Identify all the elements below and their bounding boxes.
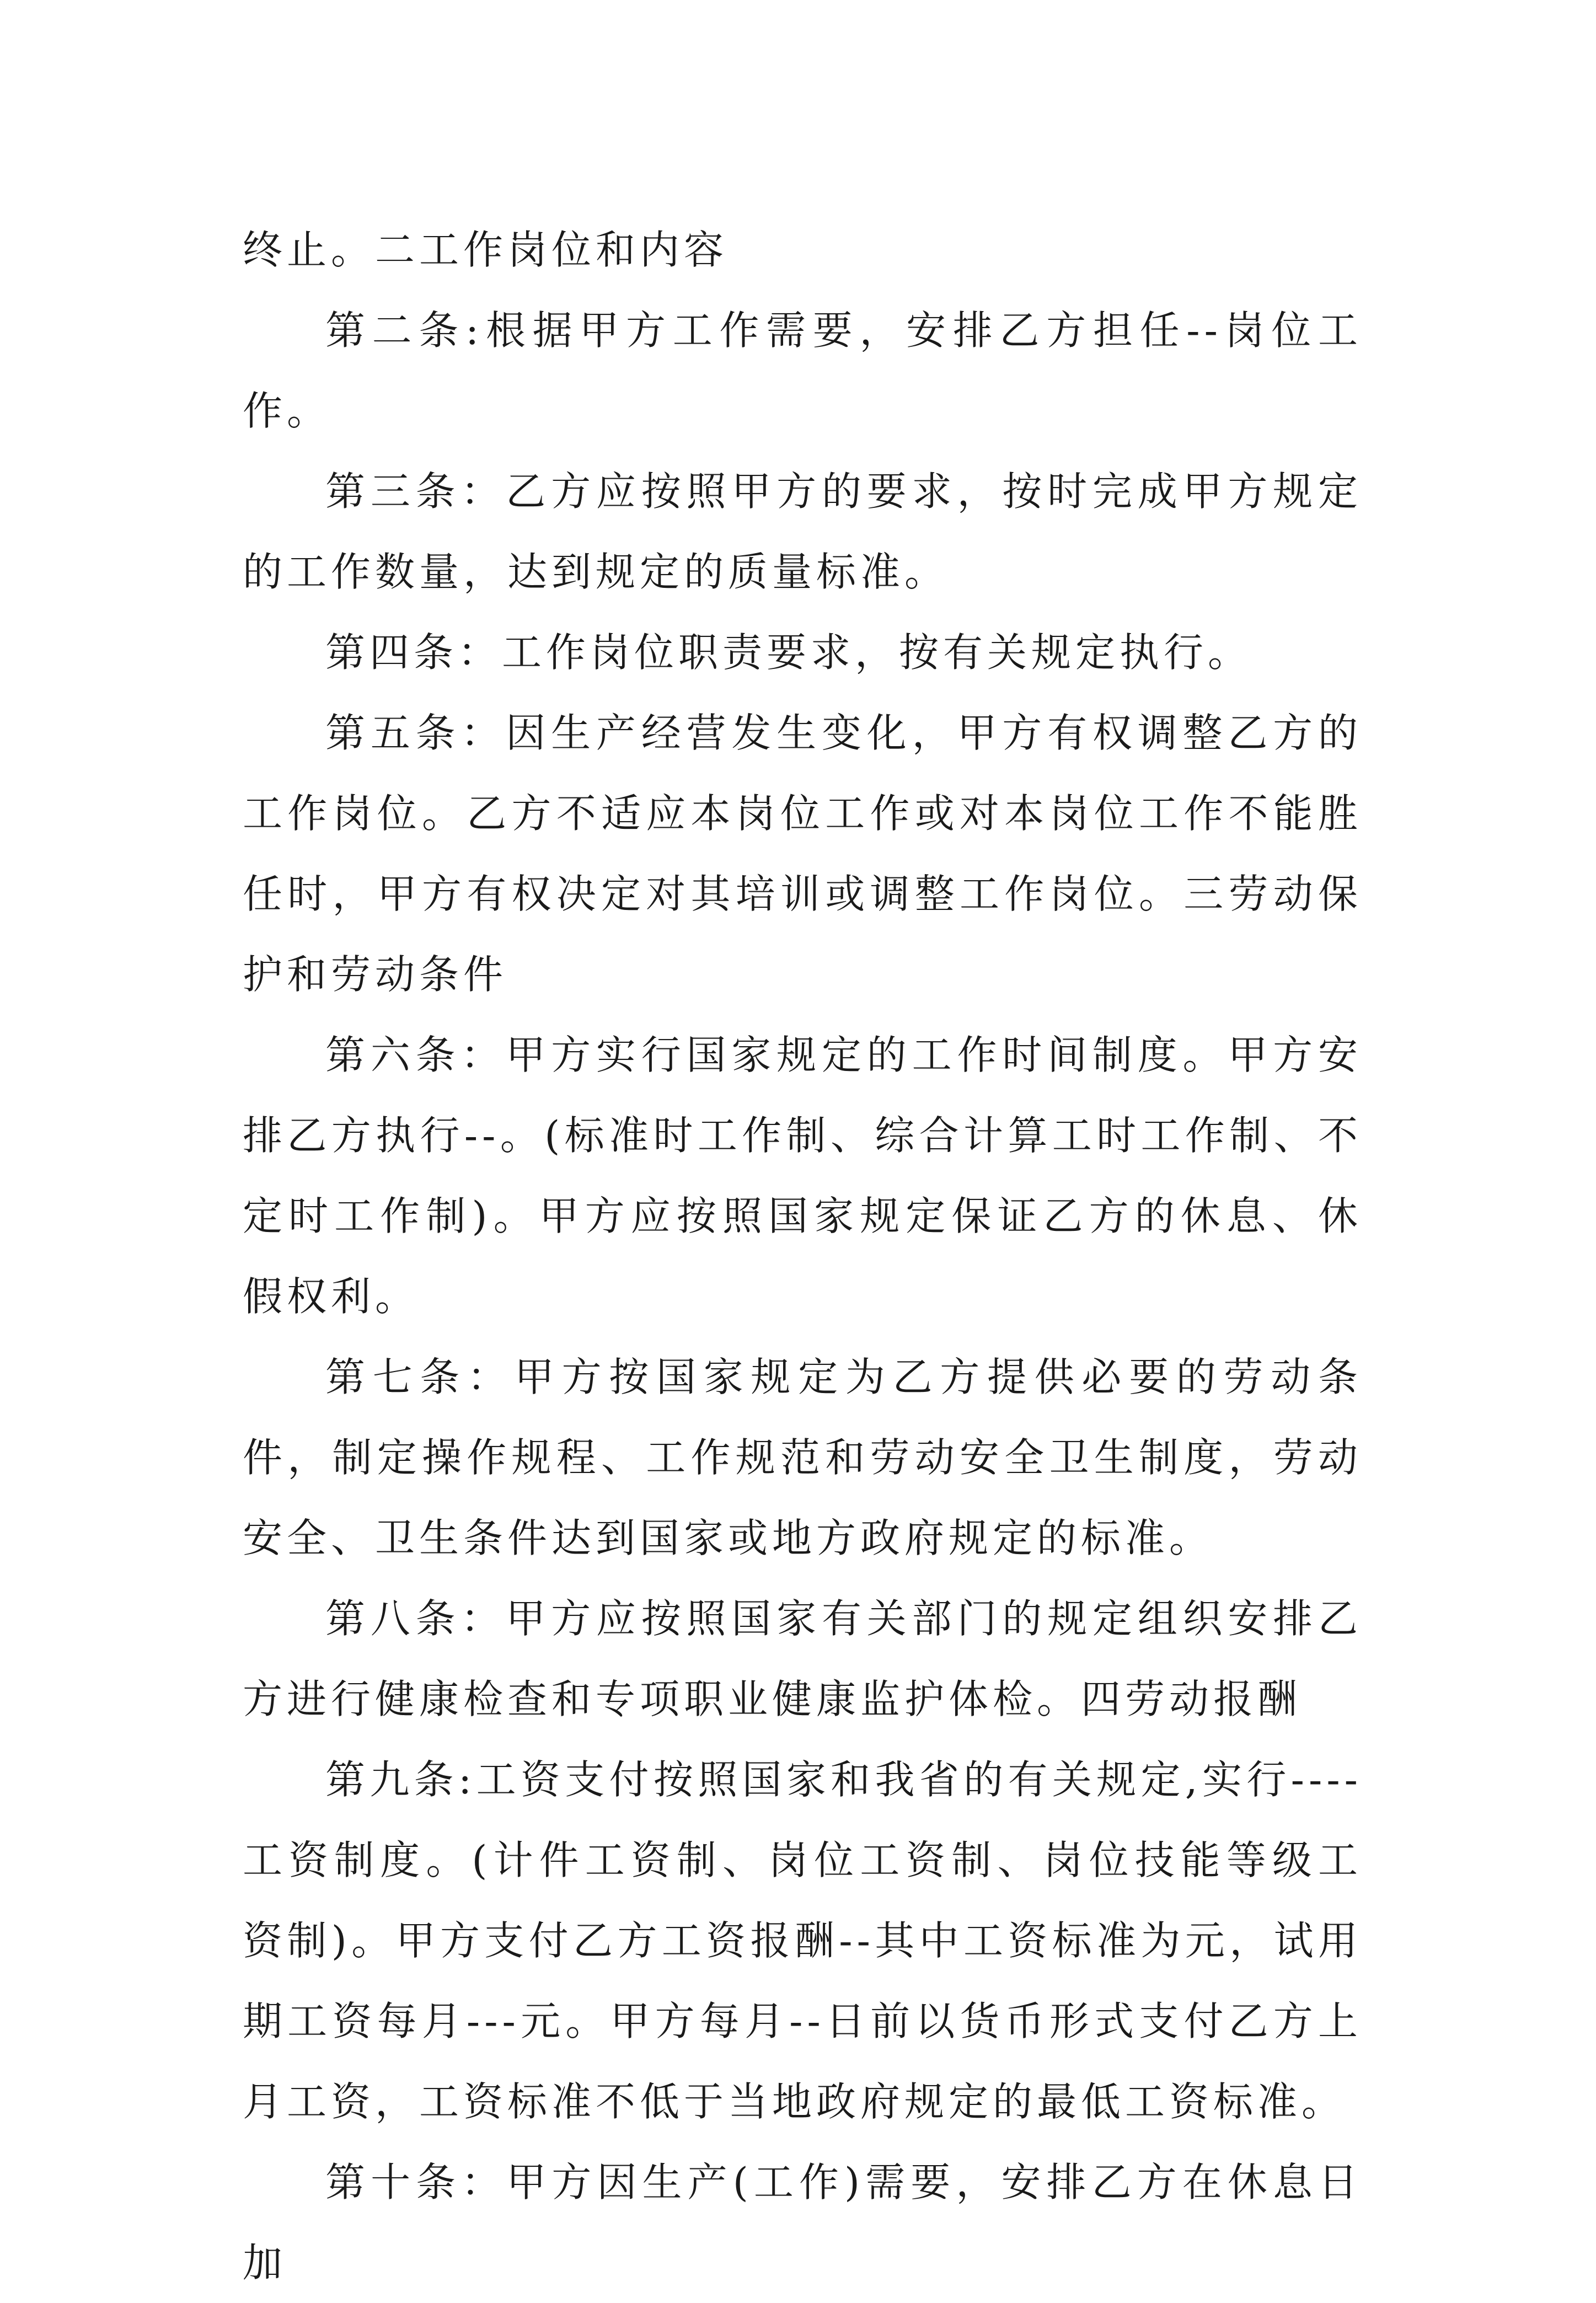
paragraph-article-9: 第九条:工资支付按照国家和我省的有关规定,实行----工资制度。(计件工资制、岗位工资制、岗位技能等级工资制)。甲方支付乙方工资报酬--其中工资标准为元，试用期工资每月---元。甲方每月--日前以货币形式支付乙方上月工资，工资标准不低于当地政府规定的最低工资标准。 — [243, 1756, 1362, 2125]
paragraph-article-2: 第二条:根据甲方工作需要，安排乙方担任--岗位工作。 — [243, 307, 1362, 434]
paragraph-section-end: 终止。二工作岗位和内容 — [243, 227, 729, 273]
paragraph-article-4: 第四条：工作岗位职责要求，按有关规定执行。 — [325, 629, 1252, 676]
paragraph-article-3: 第三条：乙方应按照甲方的要求，按时完成甲方规定的工作数量，达到规定的质量标准。 — [243, 468, 1362, 595]
paragraph-article-7: 第七条：甲方按国家规定为乙方提供必要的劳动条件，制定操作规程、工作规范和劳动安全卫生制度，劳动安全、卫生条件达到国家或地方政府规定的标准。 — [243, 1354, 1362, 1561]
document-body — [243, 210, 1362, 2303]
paragraph-article-8: 第八条：甲方应按照国家有关部门的规定组织安排乙方进行健康检查和专项职业健康监护体检。四劳动报酬 — [243, 1595, 1362, 1722]
paragraph-article-5: 第五条：因生产经营发生变化，甲方有权调整乙方的工作岗位。乙方不适应本岗位工作或对本岗位工作不能胜任时，甲方有权决定对其培训或调整工作岗位。三劳动保护和劳动条件 — [243, 710, 1362, 998]
paragraph-article-6: 第六条：甲方实行国家规定的工作时间制度。甲方安排乙方执行--。(标准时工作制、综合计算工时工作制、不定时工作制)。甲方应按照国家规定保证乙方的休息、休假权利。 — [243, 1032, 1362, 1320]
paragraph-article-10: 第十条：甲方因生产(工作)需要，安排乙方在休息日加 — [243, 2159, 1362, 2286]
